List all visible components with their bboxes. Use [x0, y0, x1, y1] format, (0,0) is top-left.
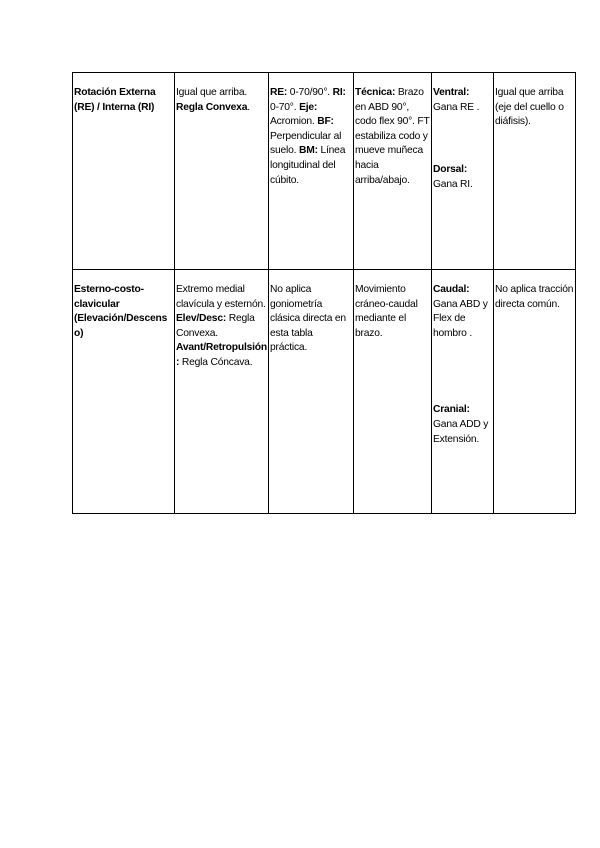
cell-arthrokinematics [175, 73, 269, 270]
cell-text: No aplica goniometría clásica directa en esta tabla práctica. [270, 284, 346, 354]
table-row [73, 270, 576, 514]
cell-bold: Dorsal: [433, 164, 468, 176]
cell-text: Gana RE . [433, 101, 480, 113]
cell-technique [354, 73, 432, 270]
cell-text: Acromion. [270, 116, 318, 128]
cell-bold: Avant/Retropulsión: [176, 342, 267, 368]
cell-text: Perpendicular al suelo. [270, 130, 342, 157]
cell-text: Regla Convexa. [176, 313, 255, 339]
cell-bold: Caudal: [433, 284, 470, 295]
cell-bold: RI: [332, 87, 346, 98]
movement-label: Rotación Externa (RE) / Interna (RI) [74, 87, 156, 113]
cell-text: Brazo en ABD 90°, codo flex 90°. FT estabiliza codo y mueve muñeca hacia arriba/abajo. [355, 87, 430, 186]
cell-text: Igual que arriba. [176, 87, 248, 98]
cell-goniometry [269, 73, 354, 270]
cell-text: 0-70/90°. [287, 87, 333, 98]
cell-text: . [247, 101, 250, 113]
cell-movement [73, 73, 175, 270]
cell-bold: BF: [317, 116, 334, 128]
cell-text: Extremo medial clavícula y esternón. [176, 284, 266, 310]
cell-text: Gana ABD y Flex de hombro . [433, 298, 488, 339]
cell-text: Gana ADD y Extensión. [433, 418, 489, 445]
cell-traction [494, 73, 576, 270]
cell-bold: Eje: [299, 101, 318, 113]
cell-bold: Cranial: [433, 404, 470, 416]
cell-text: No aplica tracción directa común. [495, 284, 574, 310]
cell-traction [494, 270, 576, 514]
movement-label: Esterno-costo-clavicular (Elevación/Descenso) [74, 284, 168, 339]
cell-text: Igual que arriba (eje del cuello o diáfisis). [495, 87, 564, 128]
cell-bold: BM: [298, 145, 318, 157]
cell-bold: Elev/Desc: [176, 313, 227, 325]
spacer [433, 115, 492, 163]
cell-text: Gana RI. [433, 178, 473, 190]
cell-bold: Ventral: [433, 87, 470, 98]
cell-text: 0-70°. [270, 101, 300, 113]
cell-movement [73, 270, 175, 514]
cell-text: Regla Cóncava. [179, 356, 253, 368]
cell-bold: Regla Convexa [176, 101, 248, 113]
joint-table [72, 72, 576, 514]
cell-technique [354, 270, 432, 514]
cell-text: Línea longitudinal del cúbito. [270, 145, 346, 186]
cell-goniometry [269, 270, 354, 514]
cell-glide [432, 270, 494, 514]
cell-glide [432, 73, 494, 270]
cell-text: Movimiento cráneo-caudal mediante el brazo. [355, 284, 418, 339]
cell-bold: Técnica: [355, 87, 396, 98]
spacer [433, 341, 492, 403]
cell-arthrokinematics [175, 270, 269, 514]
cell-bold: RE: [270, 87, 288, 98]
table-row [73, 73, 576, 270]
